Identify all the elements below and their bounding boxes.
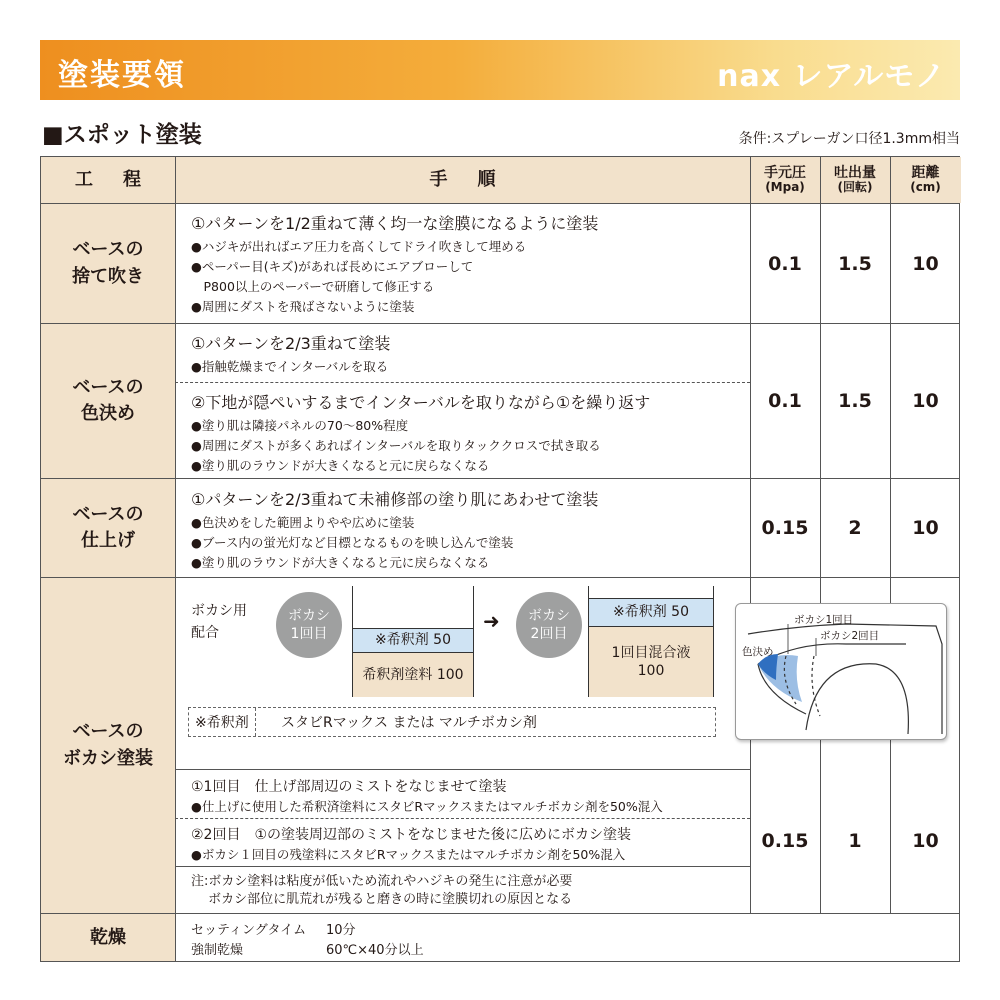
- beaker-second-diluent: ※希釈剤 50: [589, 598, 713, 626]
- step-text: ①1回目 仕上げ部周辺のミストをなじませて塗装: [191, 779, 507, 795]
- beaker-second: [588, 586, 714, 697]
- discharge-value: 1.5: [838, 390, 872, 412]
- stage-base-color: ベースの 色決め: [72, 376, 144, 424]
- bullet-item: ●ボカシ１回目の残塗料にスタビRマックスまたはマルチボカシ剤を50%混入: [191, 847, 626, 862]
- stage-base-discard: ベースの 捨て吹き: [72, 239, 144, 287]
- bullet-item: ●塗り肌のラウンドが大きくなると元に戻らなくなる: [191, 555, 490, 570]
- procedure-table: [40, 156, 960, 962]
- pressure-value: 0.15: [761, 517, 809, 539]
- stage-drying: 乾燥: [90, 926, 126, 948]
- diluent-text: スタビRマックス または マルチボカシ剤: [281, 715, 537, 731]
- header-distance-label: 距離: [911, 165, 940, 182]
- bullet-item: ●周囲にダストが多くあればインターバルを取りタッククロスで拭き取る: [191, 438, 601, 453]
- illus-label-color: 色決め: [742, 646, 774, 658]
- mix-label: ボカシ用 配合: [191, 603, 247, 641]
- illus-label-blend2: ボカシ2回目: [820, 630, 880, 642]
- step-text: ①パターンを1/2重ねて薄く均一な塗膜になるように塗装: [191, 214, 599, 233]
- divider: [175, 769, 750, 770]
- divider: [175, 866, 750, 867]
- beaker-second-mix: 1回目混合液 100: [589, 626, 713, 697]
- beaker-first: [352, 586, 474, 697]
- setting-time-label: セッティングタイム: [191, 923, 307, 938]
- header-pressure: [750, 157, 820, 203]
- blend-first-circle: ボカシ 1回目: [276, 592, 342, 658]
- header-discharge-label: 吐出量: [834, 165, 876, 182]
- bullet-item: ●指触乾燥までインターバルを取る: [191, 359, 389, 374]
- pressure-value: 0.1: [768, 390, 802, 412]
- bullet-item: ●色決めをした範囲よりやや広めに塗装: [191, 515, 415, 530]
- divider: [41, 913, 959, 914]
- section-title: ■スポット塗装: [42, 122, 202, 148]
- bullet-item: P800以上のペーパーで研磨して修正する: [191, 279, 435, 294]
- pressure-value: 0.1: [768, 252, 802, 275]
- pressure-value: 0.15: [761, 830, 809, 852]
- forced-dry-label: 強制乾燥: [191, 943, 244, 958]
- step-text: ①パターンを2/3重ねて塗装: [191, 334, 391, 353]
- header-procedure-label: 手順: [429, 168, 526, 190]
- step-text: ①パターンを2/3重ねて未補修部の塗り肌にあわせて塗装: [191, 490, 599, 509]
- step-text: ②2回目 ①の塗装周辺部のミストをなじませた後に広めにボカシ塗装: [191, 827, 632, 843]
- banner-title: 塗装要領: [58, 58, 186, 93]
- dashed-divider: [175, 818, 750, 819]
- distance-value: 10: [912, 830, 939, 852]
- header-distance: [890, 157, 961, 203]
- step-text: ②下地が隠ぺいするまでインターバルを取りながら①を繰り返す: [191, 393, 651, 412]
- setting-time-value: 10分: [326, 923, 356, 938]
- discharge-value: 1: [848, 830, 862, 852]
- header-procedure: [175, 157, 750, 203]
- blend-second-circle: ボカシ 2回目: [516, 592, 582, 658]
- header-pressure-unit: (Mpa): [765, 180, 805, 195]
- header-process-label: 工程: [75, 168, 171, 190]
- distance-value: 10: [912, 517, 939, 539]
- dashed-divider: [175, 382, 750, 383]
- condition-note: 条件:スプレーガン口径1.3mm相当: [738, 131, 960, 147]
- divider: [41, 577, 959, 578]
- bullet-item: ●ブース内の蛍光灯など目標となるものを映し込んで塗装: [191, 535, 514, 550]
- beaker-first-paint: 希釈剤塗料 100: [353, 652, 473, 697]
- bullet-item: ●ハジキが出ればエア圧力を高くしてドライ吹きして埋める: [191, 239, 527, 254]
- discharge-value: 1.5: [838, 252, 872, 275]
- forced-dry-value: 60℃×40分以上: [326, 943, 424, 958]
- header-distance-unit: (cm): [910, 180, 941, 195]
- header-discharge-unit: (回転): [837, 180, 873, 195]
- distance-value: 10: [912, 390, 939, 412]
- bullet-item: ●周囲にダストを飛ばさないように塗装: [191, 299, 415, 314]
- header-process: [41, 157, 175, 203]
- divider: [175, 157, 176, 961]
- bullet-item: ●ペーパー目(キズ)があれば長めにエアブローして: [191, 259, 474, 274]
- diluent-label: ※希釈剤: [189, 708, 256, 736]
- bullet-item: ●塗り肌のラウンドが大きくなると元に戻らなくなる: [191, 458, 490, 473]
- arrow-right-icon: ➜: [483, 609, 500, 633]
- distance-value: 10: [912, 252, 939, 275]
- header-pressure-label: 手元圧: [764, 165, 806, 182]
- blend-area-illustration: [735, 603, 947, 740]
- bullet-item: ●塗り肌は隣接パネルの70～80%程度: [191, 418, 409, 433]
- illus-label-blend1: ボカシ1回目: [794, 614, 854, 626]
- diluent-note-box: [188, 707, 716, 737]
- brand-logo: nax レアルモノ: [717, 59, 946, 94]
- stage-base-finish: ベースの 仕上げ: [72, 503, 144, 551]
- header-banner: [40, 40, 960, 100]
- stage-base-blend: ベースの ボカシ塗装: [63, 721, 153, 769]
- beaker-first-diluent: ※希釈剤 50: [353, 628, 473, 652]
- caution-note: 注:ボカシ塗料は粘度が低いため流れやハジキの発生に注意が必要 ボカシ部位に肌荒れが残ると磨きの時に塗膜切れの原因となる: [191, 874, 573, 907]
- header-discharge: [820, 157, 890, 203]
- bullet-item: ●仕上げに使用した希釈済塗料にスタビRマックスまたはマルチボカシ剤を50%混入: [191, 799, 663, 814]
- discharge-value: 2: [848, 517, 862, 539]
